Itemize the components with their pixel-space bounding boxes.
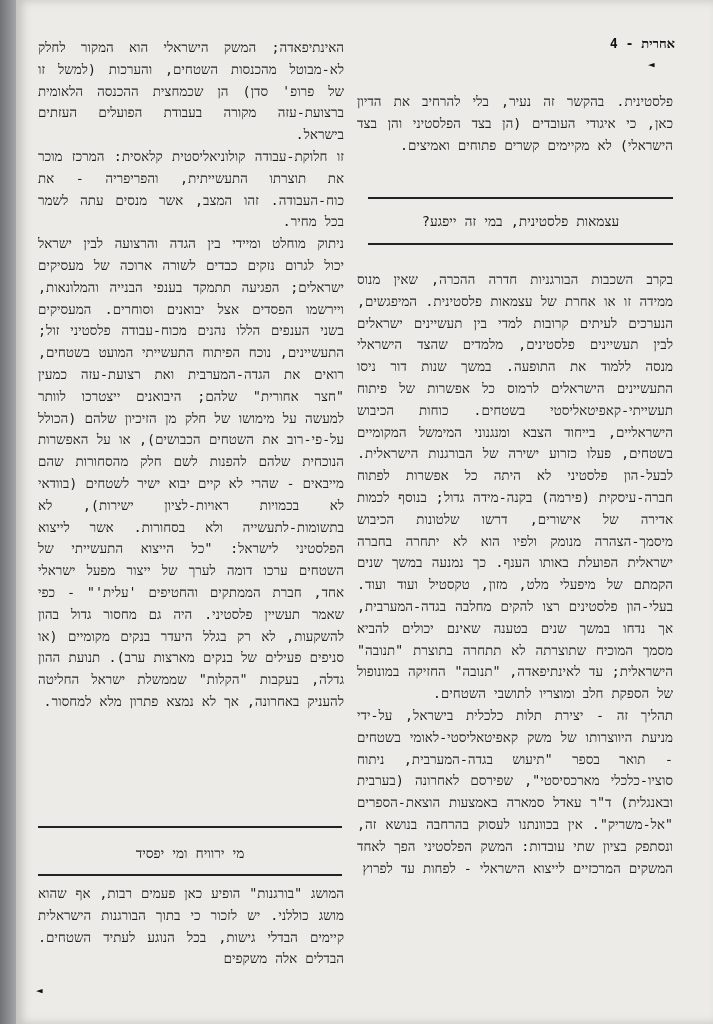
section-title-independence: עצמאות פלסטינית, במי זה ייפגע? (421, 214, 620, 230)
book-binding (0, 0, 16, 1024)
page-header: אחרית - 4 (609, 37, 675, 52)
section-rule-bottom (368, 243, 673, 245)
right-column-body (357, 270, 673, 880)
right-intro-paragraph: פלסטינית. בהקשר זה נעיר, בלי להרחיב את הדיון כאן, כי איגודי העובדים (הן בצד הפלסטיני והן בצד הישראלי) לא מקיימים קשרים פתוחים ואמיצים. (357, 95, 673, 154)
left-paragraph: ניתוק מוחלט ומיידי בין הגדה והרצועה לבין ישראל יכול לגרום נזקים כבדים לשורה ארוכה של מעסיקים ישראלים; הפגיעה תתמקד בענפי הבנייה והמלונאות, ויירשמו הפסדים אצל יבואנים וסוחרים. המעסיקים בשני הענפים הללו נהנים מכוח-עבודה פלסטיני זול; התעשיינים, נוכח הפיתוח התעשייתי המועט בשטחים, רואים את הגדה-המערבית ואת רצועת-עזה כמעין "חצר אחורית" שלהם; היבואנים ייצטרכו לוותר למעשה על מימושו של חלק מן הזיכיון שלהם (הכולל על-פי-רוב את השטחים הכבושים), או על האפשרות הנוכחית שלהם להפנות לשם חלק מהסחורות שהם מייבאים - שהרי לא קיים יבוא ישיר לשטחים (בוודאי לא בכמויות ראויות-לציון ישירות), לא בתשומות-לתעשייה ולא בסחורות. אשר לייצוא הפלסטיני לישראל: "כל הייצוא התעשייתי של השטחים ערכו דומה לערך של ייצור מפעל ישראלי אחד, חברת הממתקים והחטיפים 'עלית'" - כפי שאמר תעשיין פלסטיני. היה גם מחסור גדול בהון להשקעות, לא רק בגלל היעדר בנקים מקומיים (או סניפים פעילים של בנקים מארצות ערב). תנועת ההון גדלה, בעקבות "הקלות" שממשלת ישראל החליטה להעניק באחרונה, אך לא נמצא פתרון מלא למחסור. (38, 237, 344, 710)
right-column (357, 92, 673, 157)
left-column-after (38, 884, 344, 971)
right-paragraph: בקרב השכבות הבורגניות חדרה ההכרה, שאין מנוס ממידה זו או אחרת של עצמאות פלסטינית. המיפגשים, הנערכים לעיתים קרובות למדי בין תעשיינים ישראלים לבין תעשיינים פלסטינים, מלמדים שהצד הישראלי מנסה ללמוד את התופעה. במשך שנות דור ניסו התעשיינים הישראלים לרמוס כל אפשרות של פיתוח תעשייתי-קאפיטאליסטי בשטחים. כוחות הכיבוש הישראליים, בייחוד הצבא ומנגנוני המימשל המקומיים בשטחים, פעלו כזרוע ישירה של הבורגנות הישראלית. לבעל-הון פלסטיני לא היתה כל אפשרות לפתוח חברה-עיסקית (פירמה) בקנה-מידה גדול; בנוסף לכמות אדירה של אישורים, דרשו שלטונות הכיבוש מיסמך-הצהרה מנומק ולפיו הוא לא יתחרה בחברה ישראלית הפועלת באותו הענף. כך נמנעה במשך שנים הקמתם של מיפעלי מלט, מזון, טקסטיל ועוד ועוד. בעלי-הון פלסטינים רצו להקים מחלבה בגדה-המערבית, אך נדחו במשך שנים בטענה שאינם יכולים להביא מסמך המוכיח שתוצרתה לא תתחרה בתוצרת "תנובה" הישראלית; עד לאינתיפאדה, "תנובה" החזיקה במונופול של הספקת חלב ומוצריו לתושבי השטחים. (357, 273, 673, 703)
section-rule-bottom-left (38, 874, 342, 876)
arrow-left-icon-bottom: ◄ (36, 984, 43, 997)
section-rule-top (368, 197, 673, 199)
section-rule-top-left (38, 826, 342, 828)
arrow-left-icon: ◄ (648, 58, 655, 71)
right-paragraph: תהליך זה - יצירת תלות כלכלית בישראל, על-ידי מניעת היווצרותו של משק קאפיטאליסטי-לאומי בשטחים - תואר בספר "תיעוש בגדה-המערבית, ניתוח סוציו-כלכלי מארכסיסטי", שפירסם לאחרונה (בערבית ובאנגלית) ד"ר עאדל סמארה באמצעות הוצאת-הספרים "אל-משריק". אין בכוונתנו לעסוק בהרחבה בנושא זה, ונסתפק בציון שתי עובדות: המשק הפלסטיני הפך לאחד המשקים המרכזיים לייצוא הישראלי - לפחות עד לפרוץ (357, 708, 673, 877)
section-title-winners-losers: מי ירוויח ומי יפסיד (135, 846, 245, 862)
left-column-body (38, 38, 344, 714)
left-paragraph: האינתיפאדה; המשק הישראלי הוא המקור לחלק לא-מבוטל מהכנסות השטחים, והערכות (למשל זו של פרופ' סדן) הן שכמחצית ההכנסה הלאומית ברצועת-עזה מקורה בעבודת הפועלים העזתים בישראל. (38, 41, 344, 144)
left-after-paragraph: המושג "בורגנות" הופיע כאן פעמים רבות, אף שהוא מושג כוללני. יש לזכור כי בתוך הבורגנות הישראלית קיימים הבדלי גישות, בכל הנוגע לעתיד השטחים. הבדלים אלה משקפים (38, 887, 344, 968)
left-paragraph: זו חלוקת-עבודה קולוניאליסטית קלאסית: המרכז מוכר את תוצרתו התעשייתית, והפריפריה - את כוח-העבודה. זהו המצב, אשר מנסים עתה לשמר בכל מחיר. (38, 149, 344, 231)
